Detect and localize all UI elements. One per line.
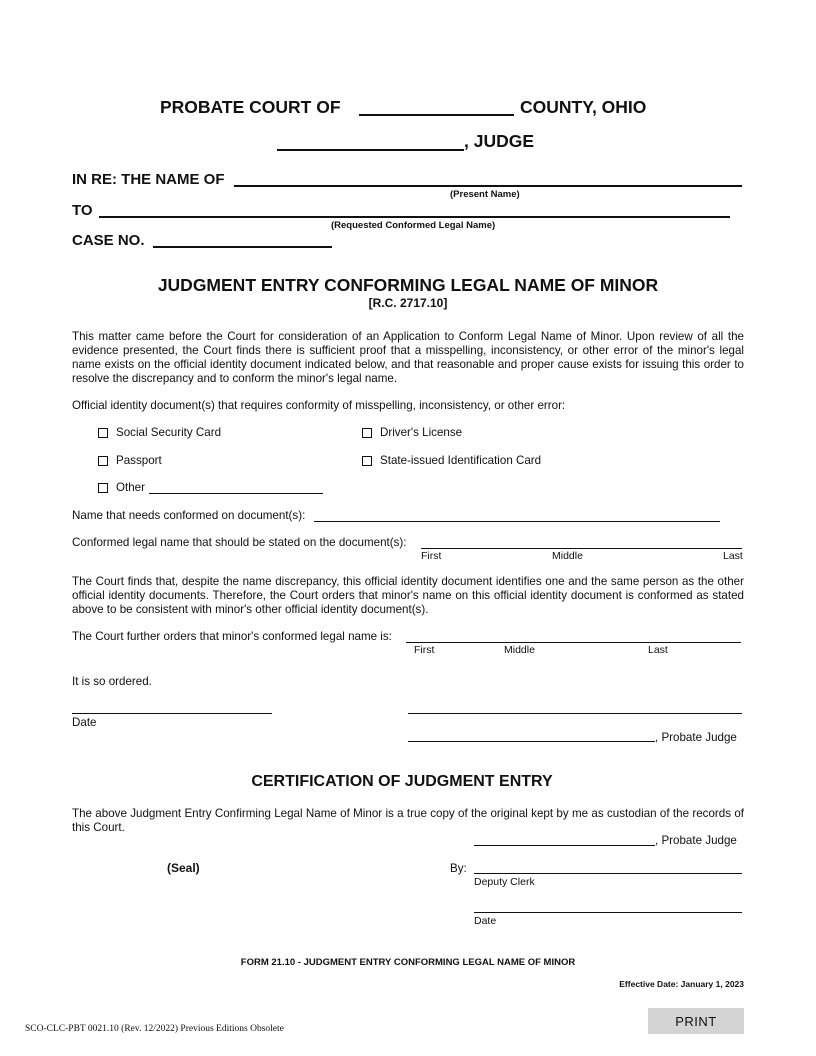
drivers-license-label: Driver's License: [380, 426, 463, 439]
deputy-clerk-field[interactable]: [474, 873, 742, 874]
certification-title: CERTIFICATION OF JUDGMENT ENTRY: [251, 773, 553, 790]
probate-judge-field[interactable]: [408, 741, 655, 742]
state-id-checkbox[interactable]: [362, 456, 372, 466]
final-last-caption: Last: [648, 644, 668, 656]
judge-name-field[interactable]: [277, 149, 464, 151]
drivers-license-checkbox[interactable]: [362, 428, 372, 438]
deputy-clerk-label: Deputy Clerk: [474, 876, 535, 888]
final-first-caption: First: [414, 644, 435, 656]
seal-label: (Seal): [167, 861, 200, 875]
conformed-last-caption: Last: [723, 550, 743, 562]
other-document-field[interactable]: [149, 493, 323, 494]
cert-probate-judge-label: , Probate Judge: [655, 834, 737, 847]
case-number-field[interactable]: [153, 246, 332, 248]
other-label: Other: [116, 481, 145, 494]
requested-name-caption: (Requested Conformed Legal Name): [331, 220, 496, 231]
state-id-label: State-issued Identification Card: [380, 454, 542, 467]
name-conform-label: Name that needs conformed on document(s):: [72, 509, 306, 522]
social-security-checkbox[interactable]: [98, 428, 108, 438]
present-name-caption: (Present Name): [450, 189, 520, 200]
intro-paragraph: This matter came before the Court for consideration of an Application to Conform Legal Name of Minor. Upon review of all the evidence presented, the Court finds there is sufficient proof that a misspelling, inconsistency, or other error of the minor's legal name exists on the official identity document indicated below, and that reasonable and proper cause exists for issuing this order to resolve the discrepancy and to conform the minor's legal name.: [72, 330, 744, 385]
certification-paragraph: The above Judgment Entry Confirming Legal Name of Minor is a true copy of the original kept by me as custodian of the records of this Court.: [72, 807, 744, 834]
court-suffix: COUNTY, OHIO: [520, 97, 647, 117]
documents-prompt: Official identity document(s) that requires conformity of misspelling, inconsistency, or other error:: [72, 399, 566, 412]
court-prefix: PROBATE COURT OF: [160, 97, 341, 117]
passport-label: Passport: [116, 454, 162, 467]
effective-date: Effective Date: January 1, 2023: [619, 979, 744, 989]
statute-reference: [R.C. 2717.10]: [368, 296, 448, 310]
cert-date-label: Date: [474, 915, 497, 927]
conformed-name-label: Conformed legal name that should be stated on the document(s):: [72, 536, 407, 549]
final-name-field[interactable]: [406, 642, 741, 643]
in-re-label: IN RE: THE NAME OF: [72, 171, 225, 188]
print-button[interactable]: PRINT: [648, 1008, 744, 1034]
case-no-label: CASE NO.: [72, 232, 145, 249]
conformed-middle-caption: Middle: [552, 550, 583, 562]
passport-checkbox[interactable]: [98, 456, 108, 466]
cert-date-field[interactable]: [474, 912, 742, 913]
probate-judge-label: , Probate Judge: [655, 731, 737, 744]
county-name-field[interactable]: [359, 114, 514, 116]
by-label: By:: [450, 862, 467, 875]
date-field[interactable]: [72, 713, 272, 714]
name-conform-field[interactable]: [314, 521, 720, 522]
judge-suffix: , JUDGE: [464, 131, 535, 151]
requested-name-field[interactable]: [99, 216, 730, 218]
conformed-name-field[interactable]: [421, 548, 742, 549]
social-security-label: Social Security Card: [116, 426, 222, 439]
date-label: Date: [72, 716, 97, 729]
findings-paragraph: The Court finds that, despite the name discrepancy, this official identity document identifies one and the same person as the other official identity documents. Therefore, the Court orders that minor's name on this official identity document is conformed as stated above to be consistent with minor's other official identity document(s).: [72, 575, 744, 616]
conformed-first-caption: First: [421, 550, 442, 562]
present-name-field[interactable]: [234, 185, 742, 187]
signature-line[interactable]: [408, 713, 742, 714]
to-label: TO: [72, 202, 93, 219]
so-ordered-text: It is so ordered.: [72, 675, 152, 688]
other-checkbox[interactable]: [98, 483, 108, 493]
further-orders-label: The Court further orders that minor's conformed legal name is:: [72, 630, 392, 643]
form-id-note: SCO-CLC-PBT 0021.10 (Rev. 12/2022) Previous Editions Obsolete: [25, 1024, 284, 1034]
cert-probate-judge-field[interactable]: [474, 845, 655, 846]
final-middle-caption: Middle: [504, 644, 535, 656]
document-title: JUDGMENT ENTRY CONFORMING LEGAL NAME OF MINOR: [157, 275, 659, 295]
form-footer: FORM 21.10 - JUDGMENT ENTRY CONFORMING LEGAL NAME OF MINOR: [240, 957, 576, 968]
